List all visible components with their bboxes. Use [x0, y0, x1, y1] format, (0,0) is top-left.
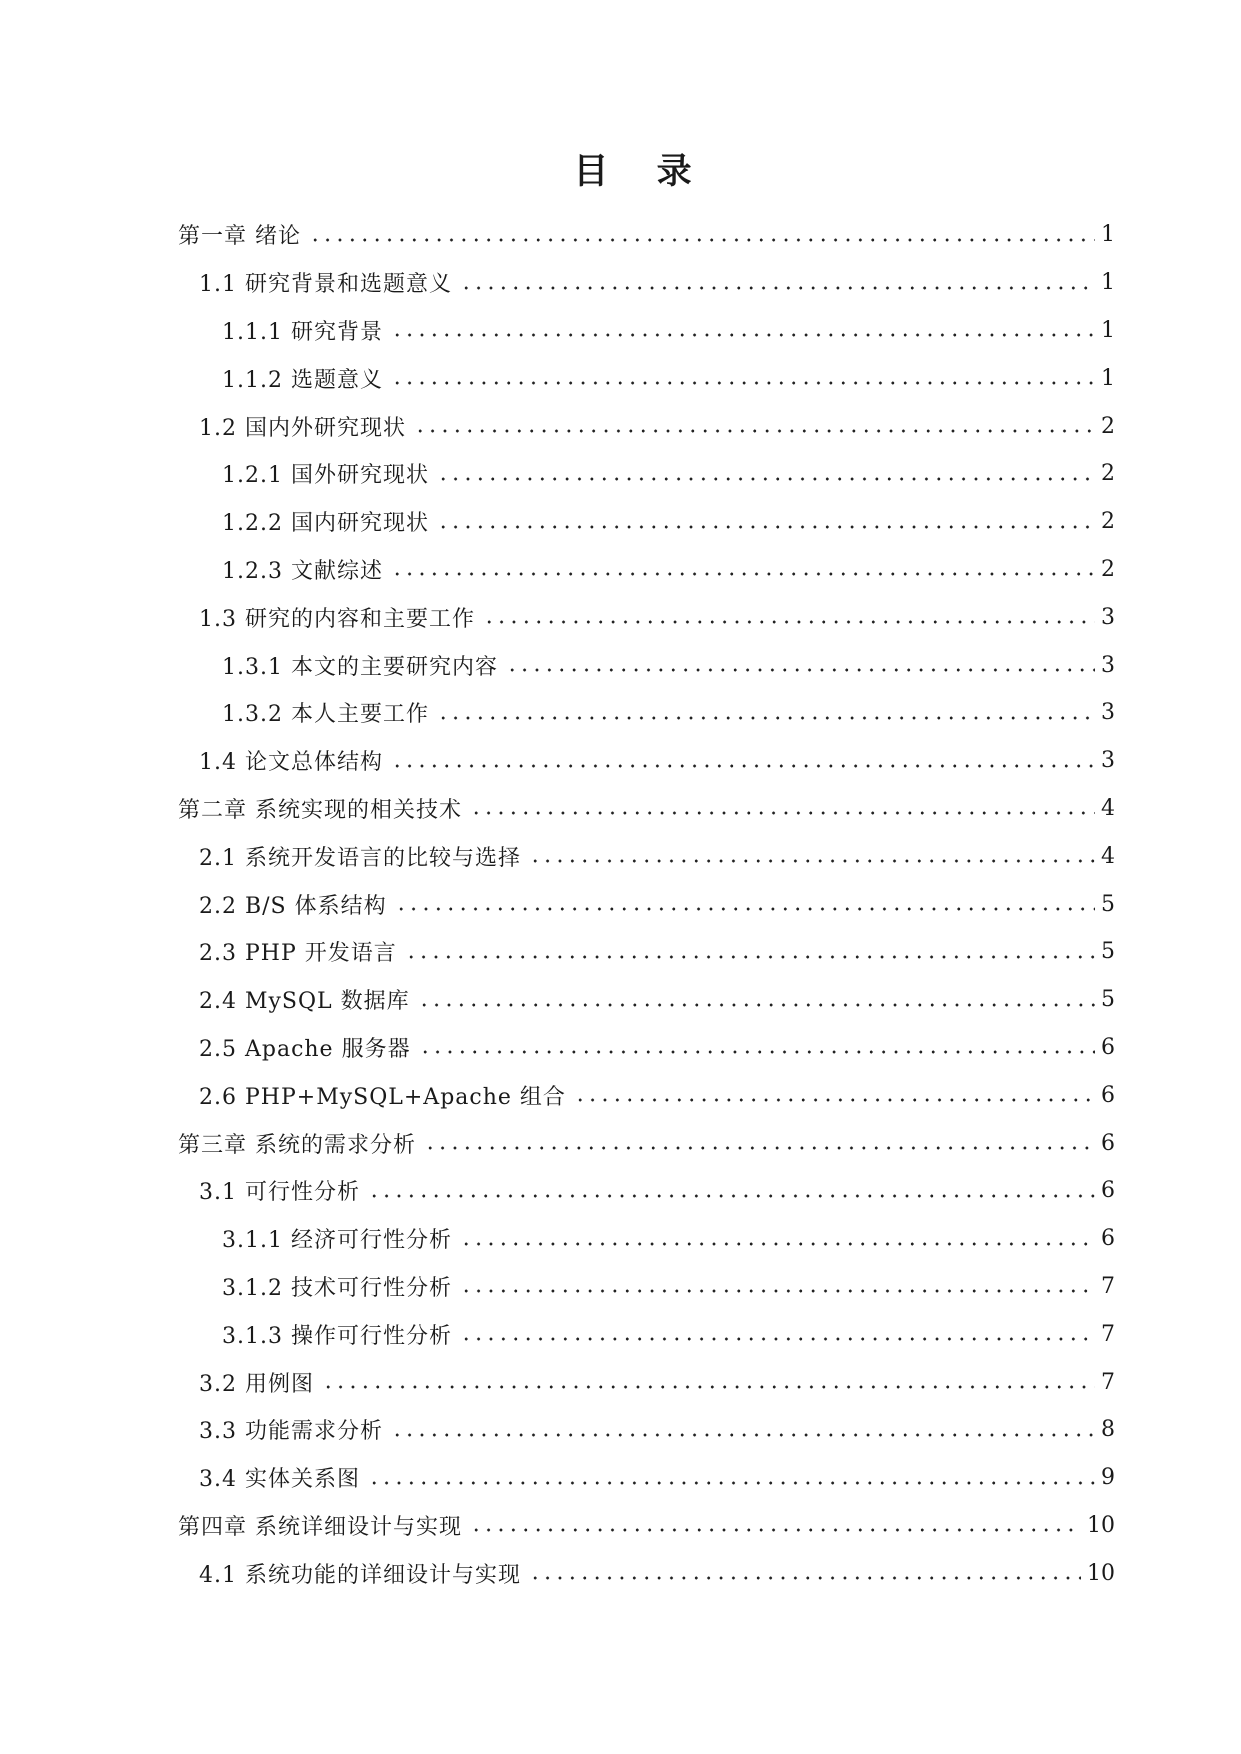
- toc-entry-title: 4.1 系统功能的详细设计与实现: [199, 1562, 521, 1588]
- dot-leader: [419, 1050, 1095, 1054]
- dot-leader: [405, 955, 1095, 959]
- toc-entry-title: 第一章 绪论: [178, 224, 301, 250]
- toc-page-number: 6: [1101, 1034, 1115, 1060]
- dot-leader: [437, 525, 1095, 529]
- toc-entry-title: 3.4 实体关系图: [199, 1467, 360, 1493]
- toc-page-number: 6: [1101, 1226, 1115, 1252]
- toc-page-number: 5: [1101, 891, 1115, 917]
- toc-entry-title: 3.1.3 操作可行性分析: [222, 1323, 452, 1349]
- page-title: 目 录: [573, 152, 710, 192]
- dot-leader: [460, 1242, 1095, 1246]
- toc-page-number: 1: [1101, 222, 1115, 248]
- toc-subsection-entry[interactable]: [0, 498, 1241, 546]
- dot-leader: [506, 668, 1095, 672]
- toc-section-entry[interactable]: [0, 832, 1241, 880]
- toc-section-entry[interactable]: [0, 593, 1241, 641]
- toc-section-entry[interactable]: [0, 1549, 1241, 1597]
- toc-page-number: 1: [1101, 365, 1115, 391]
- toc-page-number: 2: [1101, 413, 1115, 439]
- toc-page-number: 9: [1101, 1465, 1115, 1491]
- toc-entry-title: 1.3.2 本人主要工作: [222, 702, 429, 728]
- toc-entry-title: 1.3 研究的内容和主要工作: [199, 606, 475, 632]
- table-of-contents: [0, 211, 1241, 1597]
- dot-leader: [470, 811, 1095, 815]
- toc-section-entry[interactable]: [0, 976, 1241, 1024]
- toc-chapter-entry[interactable]: [0, 1502, 1241, 1550]
- toc-subsection-entry[interactable]: [0, 689, 1241, 737]
- toc-page-number: 3: [1101, 748, 1115, 774]
- toc-section-entry[interactable]: [0, 1358, 1241, 1406]
- toc-subsection-entry[interactable]: [0, 450, 1241, 498]
- toc-section-entry[interactable]: [0, 1024, 1241, 1072]
- toc-chapter-entry[interactable]: [0, 785, 1241, 833]
- dot-leader: [391, 381, 1095, 385]
- dot-leader: [529, 859, 1095, 863]
- toc-entry-title: 1.2 国内外研究现状: [199, 415, 406, 441]
- toc-entry-title: 1.4 论文总体结构: [199, 750, 383, 776]
- toc-page-number: 10: [1087, 1560, 1115, 1586]
- dot-leader: [391, 572, 1095, 576]
- toc-entry-title: 3.2 用例图: [199, 1371, 314, 1397]
- toc-entry-title: 第三章 系统的需求分析: [178, 1132, 416, 1158]
- dot-leader: [470, 1528, 1081, 1532]
- toc-section-entry[interactable]: [0, 737, 1241, 785]
- dot-leader: [437, 716, 1095, 720]
- toc-section-entry[interactable]: [0, 1167, 1241, 1215]
- toc-entry-title: 2.3 PHP 开发语言: [199, 941, 397, 967]
- dot-leader: [483, 620, 1095, 624]
- dot-leader: [437, 477, 1095, 481]
- toc-section-entry[interactable]: [0, 880, 1241, 928]
- toc-page-number: 2: [1101, 509, 1115, 535]
- toc-entry-title: 2.4 MySQL 数据库: [199, 989, 410, 1015]
- dot-leader: [368, 1194, 1095, 1198]
- toc-subsection-entry[interactable]: [0, 641, 1241, 689]
- toc-page-number: 7: [1101, 1273, 1115, 1299]
- toc-entry-title: 3.1 可行性分析: [199, 1180, 360, 1206]
- toc-subsection-entry[interactable]: [0, 1263, 1241, 1311]
- toc-entry-title: 2.1 系统开发语言的比较与选择: [199, 845, 521, 871]
- dot-leader: [574, 1098, 1095, 1102]
- dot-leader: [460, 286, 1095, 290]
- toc-section-entry[interactable]: [0, 1406, 1241, 1454]
- toc-entry-title: 3.3 功能需求分析: [199, 1419, 383, 1445]
- toc-entry-title: 1.1.1 研究背景: [222, 319, 383, 345]
- dot-leader: [309, 238, 1095, 242]
- dot-leader: [529, 1576, 1081, 1580]
- toc-section-entry[interactable]: [0, 402, 1241, 450]
- toc-entry-title: 3.1.1 经济可行性分析: [222, 1228, 452, 1254]
- toc-section-entry[interactable]: [0, 1454, 1241, 1502]
- toc-entry-title: 第二章 系统实现的相关技术: [178, 797, 462, 823]
- toc-chapter-entry[interactable]: [0, 1119, 1241, 1167]
- toc-page-number: 10: [1087, 1512, 1115, 1538]
- dot-leader: [391, 764, 1095, 768]
- dot-leader: [368, 1481, 1095, 1485]
- dot-leader: [460, 1337, 1095, 1341]
- toc-page-number: 2: [1101, 556, 1115, 582]
- toc-page-number: 1: [1101, 270, 1115, 296]
- toc-page-number: 8: [1101, 1417, 1115, 1443]
- toc-page-number: 4: [1101, 843, 1115, 869]
- toc-page-number: 2: [1101, 461, 1115, 487]
- toc-entry-title: 1.2.2 国内研究现状: [222, 511, 429, 537]
- toc-entry-title: 1.1 研究背景和选题意义: [199, 272, 452, 298]
- toc-subsection-entry[interactable]: [0, 1215, 1241, 1263]
- toc-page-number: 3: [1101, 700, 1115, 726]
- dot-leader: [460, 1289, 1095, 1293]
- dot-leader: [391, 333, 1095, 337]
- toc-subsection-entry[interactable]: [0, 354, 1241, 402]
- toc-section-entry[interactable]: [0, 259, 1241, 307]
- toc-entry-title: 2.6 PHP+MySQL+Apache 组合: [199, 1084, 566, 1110]
- toc-chapter-entry[interactable]: [0, 211, 1241, 259]
- dot-leader: [414, 429, 1095, 433]
- toc-page-number: 6: [1101, 1082, 1115, 1108]
- toc-subsection-entry[interactable]: [0, 307, 1241, 355]
- toc-page-number: 3: [1101, 652, 1115, 678]
- toc-entry-title: 2.2 B/S 体系结构: [199, 893, 387, 919]
- dot-leader: [424, 1146, 1095, 1150]
- dot-leader: [418, 1003, 1095, 1007]
- toc-page-number: 7: [1101, 1321, 1115, 1347]
- toc-subsection-entry[interactable]: [0, 546, 1241, 594]
- toc-section-entry[interactable]: [0, 928, 1241, 976]
- toc-entry-title: 2.5 Apache 服务器: [199, 1036, 411, 1062]
- toc-entry-title: 1.2.3 文献综述: [222, 558, 383, 584]
- toc-page-number: 7: [1101, 1369, 1115, 1395]
- dot-leader: [391, 1433, 1095, 1437]
- toc-entry-title: 1.3.1 本文的主要研究内容: [222, 654, 498, 680]
- toc-subsection-entry[interactable]: [0, 1310, 1241, 1358]
- toc-section-entry[interactable]: [0, 1071, 1241, 1119]
- toc-entry-title: 1.1.2 选题意义: [222, 367, 383, 393]
- toc-page-number: 5: [1101, 939, 1115, 965]
- toc-entry-title: 第四章 系统详细设计与实现: [178, 1514, 462, 1540]
- toc-page-number: 3: [1101, 604, 1115, 630]
- dot-leader: [322, 1385, 1095, 1389]
- toc-page-number: 1: [1101, 317, 1115, 343]
- toc-page-number: 4: [1101, 795, 1115, 821]
- toc-entry-title: 1.2.1 国外研究现状: [222, 463, 429, 489]
- toc-entry-title: 3.1.2 技术可行性分析: [222, 1275, 452, 1301]
- toc-page-number: 6: [1101, 1130, 1115, 1156]
- toc-page-number: 5: [1101, 987, 1115, 1013]
- toc-page-number: 6: [1101, 1178, 1115, 1204]
- dot-leader: [395, 907, 1095, 911]
